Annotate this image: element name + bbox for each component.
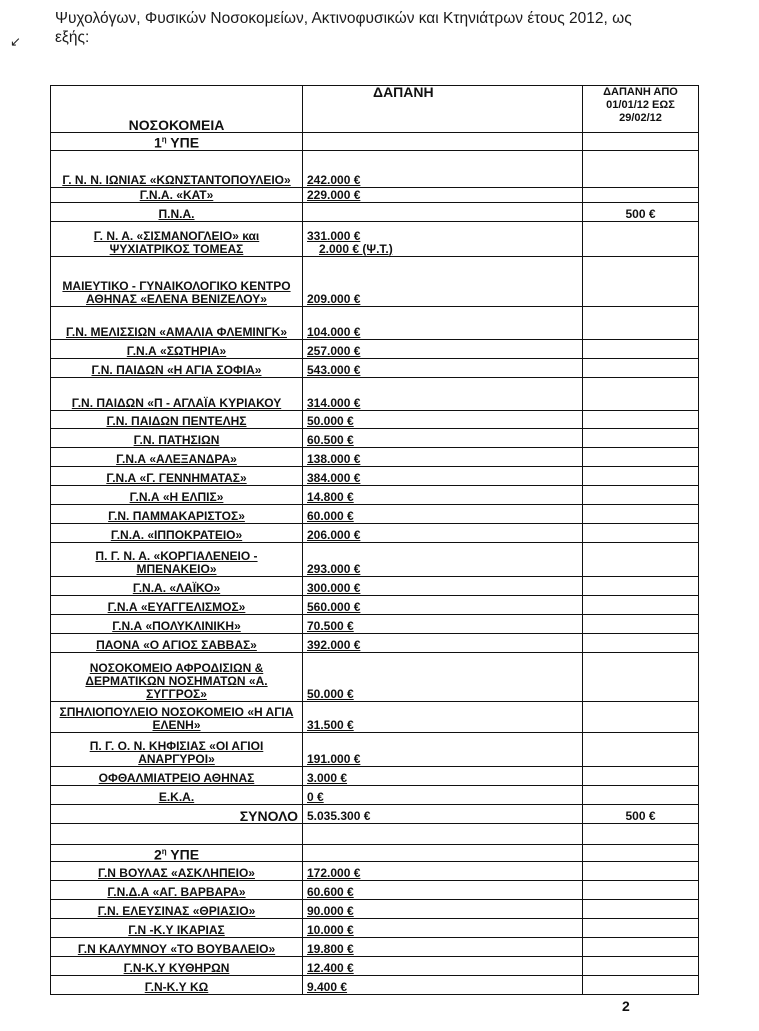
period-value <box>583 523 699 542</box>
table-row <box>51 614 699 633</box>
hospital-name: Π. Γ. Ν. Α. «ΚΟΡΓΙΑΛΕΝΕΙΟ - ΜΠΕΝΑΚΕΙΟ» <box>51 542 303 576</box>
hospital-name: Γ.Ν.Α «ΑΛΕΞΑΝΔΡΑ» <box>51 447 303 466</box>
expense-value: 206.000 € <box>303 523 583 542</box>
period-value <box>583 652 699 701</box>
table-header-row <box>51 86 699 133</box>
expense-cell <box>303 133 583 151</box>
header-expense: ΔΑΠΑΝΗ <box>303 86 583 133</box>
table-row <box>51 447 699 466</box>
period-value <box>583 306 699 339</box>
period-value <box>583 919 699 938</box>
expense-value: 191.000 € <box>303 732 583 766</box>
hospital-name: Π.Ν.Α. <box>51 202 303 221</box>
table-row <box>51 881 699 900</box>
expense-value: 392.000 € <box>303 633 583 652</box>
section-2-heading <box>51 844 303 862</box>
period-value <box>583 595 699 614</box>
table-row <box>51 358 699 377</box>
expense-value: 384.000 € <box>303 466 583 485</box>
period-value <box>583 358 699 377</box>
table-row <box>51 542 699 576</box>
period-value <box>583 150 699 187</box>
expense-value <box>303 221 583 256</box>
table-row <box>51 339 699 358</box>
expense-value: 229.000 € <box>303 187 583 202</box>
table-row <box>51 785 699 804</box>
expense-value: 3.000 € <box>303 766 583 785</box>
table-row <box>51 221 699 256</box>
period-value <box>583 339 699 358</box>
period-value <box>583 900 699 919</box>
empty-cell <box>51 823 303 844</box>
expense-value: 104.000 € <box>303 306 583 339</box>
hospital-name: Γ.Ν -Κ.Υ ΙΚΑΡΙΑΣ <box>51 919 303 938</box>
table-row <box>51 900 699 919</box>
period-value <box>583 732 699 766</box>
expense-value: 209.000 € <box>303 256 583 306</box>
table-row <box>51 256 699 306</box>
hospital-name: Γ.Ν.Α «Γ. ΓΕΝΝΗΜΑΤΑΣ» <box>51 466 303 485</box>
period-value <box>583 633 699 652</box>
section-2-label: ΥΠΕ <box>166 846 200 862</box>
section-1-heading-row <box>51 133 699 151</box>
period-value <box>583 377 699 410</box>
hospital-name: Γ.Ν.Α «Η ΕΛΠΙΣ» <box>51 485 303 504</box>
hospital-name: Γ.Ν.Α. «ΚΑΤ» <box>51 187 303 202</box>
hospital-name: ΟΦΘΑΛΜΙΑΤΡΕΙΟ ΑΘΗΝΑΣ <box>51 766 303 785</box>
period-cell <box>583 133 699 151</box>
table-row <box>51 485 699 504</box>
expense-value <box>303 202 583 221</box>
section-1-number: 1 <box>153 134 162 151</box>
period-value: 500 € <box>583 202 699 221</box>
period-value <box>583 428 699 447</box>
period-value <box>583 766 699 785</box>
table-row <box>51 766 699 785</box>
table-row <box>51 957 699 976</box>
total-expense: 5.035.300 € <box>303 804 583 823</box>
period-value <box>583 576 699 595</box>
table-row <box>51 306 699 339</box>
expense-value: 60.500 € <box>303 428 583 447</box>
expense-value: 70.500 € <box>303 614 583 633</box>
expense-value: 50.000 € <box>303 410 583 428</box>
period-value <box>583 466 699 485</box>
period-value <box>583 957 699 976</box>
header-expense-period: ΔΑΠΑΝΗ ΑΠΟ 01/01/12 ΕΩΣ 29/02/12 <box>583 86 699 133</box>
section-2-number: 2 <box>153 846 162 862</box>
expense-value: 314.000 € <box>303 377 583 410</box>
expense-value: 12.400 € <box>303 957 583 976</box>
expense-value: 31.500 € <box>303 701 583 732</box>
scan-mark: ↙ <box>10 34 21 49</box>
total-row <box>51 804 699 823</box>
hospital-name: Γ.Ν-Κ.Υ ΚΥΘΗΡΩΝ <box>51 957 303 976</box>
table-row <box>51 652 699 701</box>
expense-value: 242.000 € <box>303 150 583 187</box>
expense-value: 9.400 € <box>303 976 583 995</box>
hospital-name: Γ.Ν. ΠΑΜΜΑΚΑΡΙΣΤΟΣ» <box>51 504 303 523</box>
expense-value: 138.000 € <box>303 447 583 466</box>
period-value <box>583 187 699 202</box>
period-value <box>583 881 699 900</box>
hospital-name: Π. Γ. Ο. Ν. ΚΗΦΙΣΙΑΣ «ΟΙ ΑΓΙΟΙ ΑΝΑΡΓΥΡΟΙ» <box>51 732 303 766</box>
period-cell <box>583 844 699 862</box>
expense-value: 60.600 € <box>303 881 583 900</box>
expense-value: 560.000 € <box>303 595 583 614</box>
page-number: 2 <box>622 998 630 1014</box>
period-value <box>583 504 699 523</box>
table-row <box>51 504 699 523</box>
hospital-name: ΠΑΟΝΑ «Ο ΑΓΙΟΣ ΣΑΒΒΑΣ» <box>51 633 303 652</box>
expense-value: 19.800 € <box>303 938 583 957</box>
empty-cell <box>303 823 583 844</box>
table-row <box>51 976 699 995</box>
total-label: ΣΥΝΟΛΟ <box>51 804 303 823</box>
expense-value-line: 331.000 € <box>307 228 361 243</box>
expense-value: 300.000 € <box>303 576 583 595</box>
hospital-name: Γ.Ν ΒΟΥΛΑΣ «ΑΣΚΛΗΠΕΙΟ» <box>51 862 303 881</box>
table-row <box>51 862 699 881</box>
expense-value: 0 € <box>303 785 583 804</box>
period-value <box>583 447 699 466</box>
expense-value: 293.000 € <box>303 542 583 576</box>
hospital-name: Γ. Ν. Α. «ΣΙΣΜΑΝΟΓΛΕΙΟ» και ΨΥΧΙΑΤΡΙΚΟΣ ΤΟΜΕΑΣ <box>51 221 303 256</box>
expense-cell <box>303 844 583 862</box>
section-1-label: ΥΠΕ <box>166 134 200 151</box>
table-row <box>51 377 699 410</box>
expense-value: 90.000 € <box>303 900 583 919</box>
expense-value: 60.000 € <box>303 504 583 523</box>
spacer-row <box>51 823 699 844</box>
table-row <box>51 202 699 221</box>
table-row <box>51 732 699 766</box>
section-1-heading <box>51 133 303 151</box>
hospital-name: Γ.Ν-Κ.Υ ΚΩ <box>51 976 303 995</box>
hospital-name: Γ.Ν. ΕΛΕΥΣΙΝΑΣ «ΘΡΙΑΣΙΟ» <box>51 900 303 919</box>
hospital-name: Γ. Ν. Ν. ΙΩΝΙΑΣ «ΚΩΝΣΤΑΝΤΟΠΟΥΛΕΙΟ» <box>51 150 303 187</box>
hospital-name: Γ.Ν.Α «ΕΥΑΓΓΕΛΙΣΜΟΣ» <box>51 595 303 614</box>
period-value <box>583 785 699 804</box>
section-2-heading-row <box>51 844 699 862</box>
section-1-ordinal: η <box>161 135 167 144</box>
hospital-name: ΣΠΗΛΙΟΠΟΥΛΕΙΟ ΝΟΣΟΚΟΜΕΙΟ «Η ΑΓΙΑ ΕΛΕΝΗ» <box>51 701 303 732</box>
hospital-name: Γ.Ν.Α. «ΙΠΠΟΚΡΑΤΕΙΟ» <box>51 523 303 542</box>
period-value <box>583 256 699 306</box>
hospital-name: Γ.Ν.Α. «ΛΑΪΚΟ» <box>51 576 303 595</box>
table-row <box>51 187 699 202</box>
expense-value: 50.000 € <box>303 652 583 701</box>
expense-value: 10.000 € <box>303 919 583 938</box>
expense-value-line: 2.000 € (Ψ.Τ.) <box>319 241 393 256</box>
table-row <box>51 428 699 447</box>
period-value <box>583 614 699 633</box>
expense-value: 543.000 € <box>303 358 583 377</box>
table-row <box>51 633 699 652</box>
hospital-name: ΜΑΙΕΥΤΙΚΟ - ΓΥΝΑΙΚΟΛΟΓΙΚΟ ΚΕΝΤΡΟ ΑΘΗΝΑΣ «ΕΛΕΝΑ ΒΕΝΙΖΕΛΟΥ» <box>51 256 303 306</box>
hospital-name: Γ.Ν.Δ.Α «ΑΓ. ΒΑΡΒΑΡΑ» <box>51 881 303 900</box>
expense-value: 172.000 € <box>303 862 583 881</box>
hospital-name: Γ.Ν. ΠΑΙΔΩΝ «Π - ΑΓΛΑΪΑ ΚΥΡΙΑΚΟΥ <box>51 377 303 410</box>
empty-cell <box>583 823 699 844</box>
hospital-name: Γ.Ν. ΠΑΙΔΩΝ «Η ΑΓΙΑ ΣΟΦΙΑ» <box>51 358 303 377</box>
table-row <box>51 938 699 957</box>
period-value <box>583 221 699 256</box>
total-period: 500 € <box>583 804 699 823</box>
section-2-ordinal: η <box>161 846 167 856</box>
period-value <box>583 410 699 428</box>
hospital-name: Γ.Ν. ΜΕΛΙΣΣΙΩΝ «ΑΜΑΛΙΑ ΦΛΕΜΙΝΓΚ» <box>51 306 303 339</box>
hospital-name: ΝΟΣΟΚΟΜΕΙΟ ΑΦΡΟΔΙΣΙΩΝ & ΔΕΡΜΑΤΙΚΩΝ ΝΟΣΗΜΑΤΩΝ «Α. ΣΥΓΓΡΟΣ» <box>51 652 303 701</box>
period-value <box>583 976 699 995</box>
table-row <box>51 576 699 595</box>
table-row <box>51 523 699 542</box>
hospital-name: Γ.Ν.Α «ΠΟΛΥΚΛΙΝΙΚΗ» <box>51 614 303 633</box>
table-row <box>51 919 699 938</box>
table-row <box>51 466 699 485</box>
hospital-name: Γ.Ν. ΠΑΤΗΣΙΩΝ <box>51 428 303 447</box>
period-value <box>583 938 699 957</box>
table-row <box>51 701 699 732</box>
expense-value: 257.000 € <box>303 339 583 358</box>
expense-value: 14.800 € <box>303 485 583 504</box>
table-row <box>51 410 699 428</box>
hospital-expense-table <box>50 85 699 995</box>
hospital-name: Ε.Κ.Α. <box>51 785 303 804</box>
intro-paragraph: Ψυχολόγων, Φυσικών Νοσοκομείων, Ακτινοφυσικών και Κτηνιάτρων έτους 2012, ως εξής: <box>55 10 632 46</box>
period-value <box>583 542 699 576</box>
period-value <box>583 862 699 881</box>
table-row <box>51 150 699 187</box>
hospital-name: Γ.Ν ΚΑΛΥΜΝΟΥ «ΤΟ ΒΟΥΒΑΛΕΙΟ» <box>51 938 303 957</box>
table-row <box>51 595 699 614</box>
period-value <box>583 701 699 732</box>
hospital-name: Γ.Ν.Α «ΣΩΤΗΡΙΑ» <box>51 339 303 358</box>
header-hospitals: ΝΟΣΟΚΟΜΕΙΑ <box>51 86 303 133</box>
hospital-name: Γ.Ν. ΠΑΙΔΩΝ ΠΕΝΤΕΛΗΣ <box>51 410 303 428</box>
period-value <box>583 485 699 504</box>
